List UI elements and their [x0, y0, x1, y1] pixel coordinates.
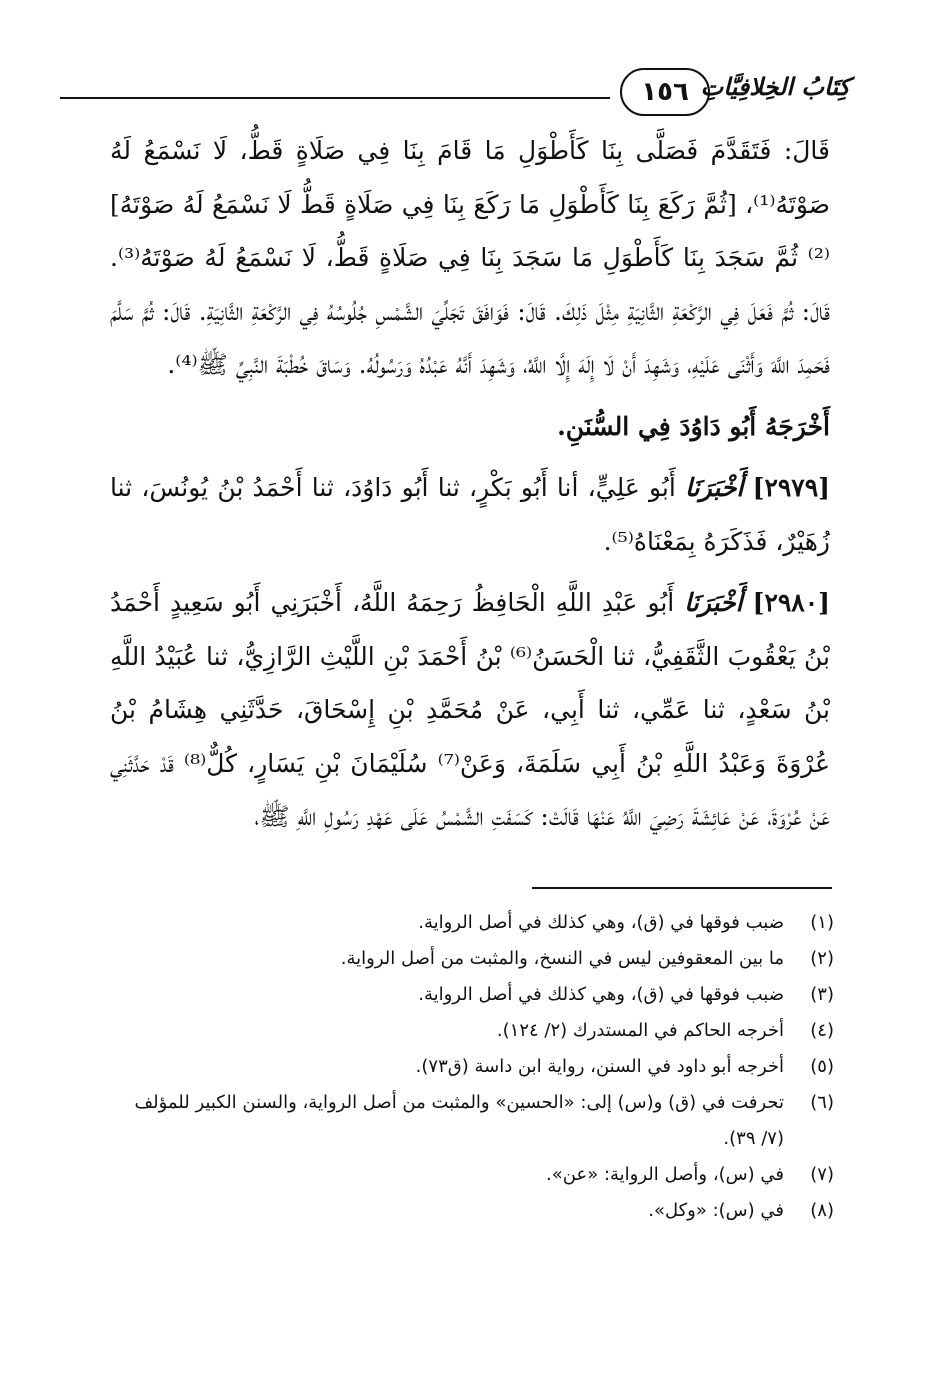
footnote-item: [110, 977, 834, 1013]
footnote-number: (٧): [810, 1164, 834, 1185]
footnote-text: تحرفت في (ق) و(س) إلى: «الحسين» والمثبت من أصل الرواية، والسنن الكبير للمؤلف (٧/ ٣٩).: [134, 1092, 784, 1149]
footnote-text: في (س): «وكل».: [648, 1200, 784, 1221]
footnote-text: أخرجه أبو داود في السنن، رواية ابن داسة (ق٧٣).: [415, 1056, 784, 1077]
footnote-number: (٣): [810, 984, 834, 1005]
footnotes: [110, 905, 834, 1229]
footnote-number: (٥): [810, 1056, 834, 1077]
page-header: [60, 60, 850, 120]
footnote-item: [110, 941, 834, 977]
footnote-text: في (س)، وأصل الرواية: «عن».: [546, 1164, 784, 1185]
header-rule: [60, 97, 610, 99]
footnote-text: ضبب فوقها في (ق)، وهي كذلك في أصل الرواية.: [418, 912, 784, 933]
footnote-item: [110, 1049, 834, 1085]
hadith-text: أَبُو عَبْدِ اللَّهِ الْحَافِظُ رَحِمَهُ اللَّهُ، أَخْبَرَنِي أَبُو سَعِيدٍ أَحْمَدُ بْنُ يَعْقُوبَ الثَّقَفِيُّ، ثنا الْحَسَنُ⁽⁶⁾ بْنُ أَحْمَدَ بْنِ اللَّيْثِ الرَّازِيُّ، ثنا عُبَيْدُ اللَّهِ بْنُ سَعْدٍ، ثنا عَمِّي، ثنا أَبِي، عَنْ مُحَمَّدِ بْنِ إِسْحَاقَ، حَدَّثَنِي هِشَامُ بْنُ عُرْوَةَ وَعَبْدُ اللَّهِ بْنُ أَبِي سَلَمَةَ، وَعَنْ⁽⁷⁾ سُلَيْمَانَ بْنِ يَسَارٍ، كُلٌّ⁽⁸⁾ قَدْ حَدَّثَنِي عَنْ عُرْوَةَ، عَنْ عَائِشَةَ رَضِيَ اللَّهُ عَنْهَا قَالَتْ: كَسَفَتِ الشَّمْسُ عَلَى عَهْدِ رَسُولِ اللَّهِ ﷺ،: [110, 588, 830, 831]
page-number-frame: [620, 68, 710, 116]
footnote-number: (٤): [810, 1020, 834, 1041]
paragraph-2979: [110, 461, 830, 568]
book-title: كِتَابُ الخِلافِيَّاتِ: [700, 72, 850, 101]
main-text: [110, 124, 830, 844]
footnote-number: (٨): [810, 1200, 834, 1221]
footnote-text: ضبب فوقها في (ق)، وهي كذلك في أصل الرواية.: [418, 984, 784, 1005]
footnote-text: أخرجه الحاكم في المستدرك (٢/ ١٢٤).: [496, 1020, 784, 1041]
footnote-item: [110, 1013, 834, 1049]
footnote-number: (١): [810, 912, 834, 933]
footnote-item: [110, 1193, 834, 1229]
akhbarana-label: أَخْبَرَنَا: [684, 588, 743, 617]
footnote-number: (٦): [810, 1092, 834, 1113]
footnote-item: [110, 905, 834, 941]
source-note: أَخْرَجَهُ أَبُو دَاوُدَ فِي السُّنَنِ.: [557, 411, 830, 441]
paragraph-2980: [110, 576, 830, 844]
page-number: ١٥٦: [641, 77, 689, 107]
footnote-text: ما بين المعقوفين ليس في النسخ، والمثبت من أصل الرواية.: [340, 948, 784, 969]
akhbarana-label: أَخْبَرَنَا: [685, 473, 744, 502]
footnote-separator: [532, 887, 832, 889]
hadith-number: [٢٩٧٩]: [752, 473, 831, 502]
footnote-item: [110, 1157, 834, 1193]
footnote-number: (٢): [810, 948, 834, 969]
hadith-text: أَبُو عَلِيٍّ، أنا أَبُو بَكْرٍ، ثنا أَبُو دَاوُدَ، ثنا أَحْمَدُ بْنُ يُونُسَ، ثنا زُهَيْرٌ، فَذَكَرَهُ بِمَعْنَاهُ⁽⁵⁾.: [110, 473, 830, 556]
hadith-number: [٢٩٨٠]: [752, 588, 830, 617]
paragraph-hadith-continuation: قَالَ: فَتَقَدَّمَ فَصَلَّى بِنَا كَأَطْوَلِ مَا قَامَ بِنَا فِي صَلَاةٍ قَطُّ، لَا نَسْمَعُ لَهُ صَوْتَهُ⁽¹⁾، [ثُمَّ رَكَعَ بِنَا كَأَطْوَلِ مَا رَكَعَ بِنَا فِي صَلَاةٍ قَطُّ لَا نَسْمَعُ لَهُ صَوْتَهُ]⁽²⁾ ثُمَّ سَجَدَ بِنَا كَأَطْوَلِ مَا سَجَدَ بِنَا فِي صَلَاةٍ قَطُّ، لَا نَسْمَعُ لَهُ صَوْتَهُ⁽³⁾. قَالَ: ثُمَّ فَعَلَ فِي الرَّكْعَةِ الثَّانِيَةِ مِثْلَ ذَلِكَ. قَالَ: فَوَافَقَ تَجَلِّيَ الشَّمْسِ جُلُوسُهُ فِي الرَّكْعَةِ الثَّانِيَةِ. قَالَ: ثُمَّ سَلَّمَ فَحَمِدَ اللَّهَ وَأَثْنَى عَلَيْهِ، وَشَهِدَ أَنْ لَا إِلَهَ إِلَّا اللَّهُ، وَشَهِدَ أَنَّهُ عَبْدُهُ وَرَسُولُهُ. وَسَاقَ خُطْبَةَ النَّبِيِّ ﷺ⁽⁴⁾.: [110, 136, 830, 379]
footnote-item: [110, 1085, 834, 1157]
